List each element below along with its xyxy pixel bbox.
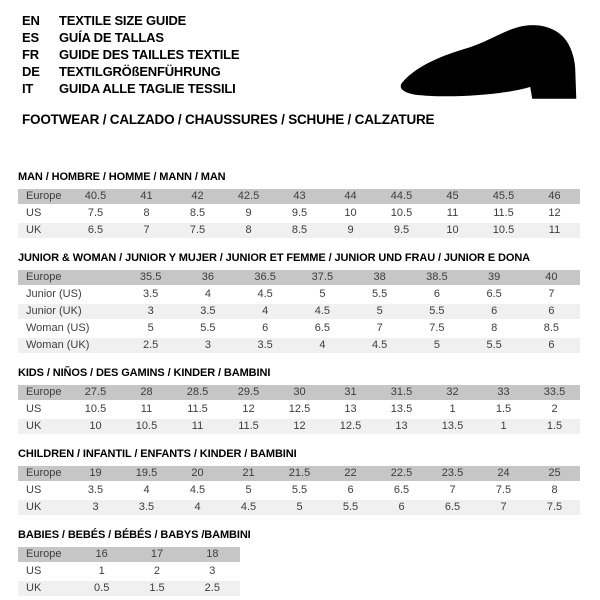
size-value: 40 <box>523 270 580 285</box>
size-value: 8.5 <box>172 206 223 221</box>
size-value: 41 <box>121 189 172 204</box>
language-code: IT <box>22 81 34 96</box>
row-label: US <box>18 483 70 498</box>
size-value: 11.5 <box>478 206 529 221</box>
size-table-children <box>18 464 580 517</box>
size-value: 8 <box>529 483 580 498</box>
size-value: 5 <box>223 483 274 498</box>
language-guide-title: GUIDE DES TAILLES TEXTILE <box>59 47 240 62</box>
size-table-section-junior-woman <box>18 252 600 355</box>
row-label: Europe <box>18 189 70 204</box>
size-value: 19.5 <box>121 466 172 481</box>
size-value: 4.5 <box>237 287 294 302</box>
size-value: 6 <box>523 304 580 319</box>
size-value: 11 <box>172 419 223 434</box>
table-row-europe <box>18 189 580 204</box>
row-label: Europe <box>18 466 70 481</box>
size-value: 10.5 <box>478 223 529 238</box>
size-value: 7 <box>427 483 478 498</box>
size-value: 5.5 <box>408 304 465 319</box>
size-value: 4.5 <box>172 483 223 498</box>
size-table-section-man <box>18 171 600 240</box>
size-value: 6.5 <box>427 500 478 515</box>
size-table-section-babies <box>18 529 600 598</box>
table-row-uk <box>18 419 580 434</box>
dress-shoe-icon <box>394 12 590 106</box>
size-value: 46 <box>529 189 580 204</box>
size-value: 12 <box>223 402 274 417</box>
size-table-junior-woman <box>18 268 580 355</box>
table-row-uk <box>18 500 580 515</box>
size-value: 11.5 <box>223 419 274 434</box>
size-value: 9.5 <box>376 223 427 238</box>
size-value: 4 <box>121 483 172 498</box>
size-value: 6.5 <box>70 223 121 238</box>
size-value: 12.5 <box>325 419 376 434</box>
size-table-kids <box>18 383 580 436</box>
size-value: 5 <box>408 338 465 353</box>
size-value: 36.5 <box>237 270 294 285</box>
language-code: ES <box>22 30 39 45</box>
size-value: 8 <box>121 206 172 221</box>
size-value: 6.5 <box>376 483 427 498</box>
size-value: 28 <box>121 385 172 400</box>
row-label: UK <box>18 500 70 515</box>
size-value: 21.5 <box>274 466 325 481</box>
size-value: 13.5 <box>376 402 427 417</box>
row-label: Junior (UK) <box>18 304 122 319</box>
table-row-junior-uk- <box>18 304 580 319</box>
size-value: 4.5 <box>351 338 408 353</box>
table-row-woman-us- <box>18 321 580 336</box>
size-value: 17 <box>129 547 184 562</box>
size-value: 27.5 <box>70 385 121 400</box>
size-value: 2.5 <box>185 581 240 596</box>
size-value: 5.5 <box>466 338 523 353</box>
size-value: 11 <box>529 223 580 238</box>
size-value: 45 <box>427 189 478 204</box>
language-guide-title: TEXTILGRÖßENFÜHRUNG <box>59 64 221 79</box>
size-value: 1 <box>74 564 129 579</box>
size-value: 6 <box>523 338 580 353</box>
row-label: Woman (UK) <box>18 338 122 353</box>
size-value: 31.5 <box>376 385 427 400</box>
size-value: 44.5 <box>376 189 427 204</box>
row-label: Europe <box>18 270 122 285</box>
size-value: 4.5 <box>223 500 274 515</box>
size-value: 7.5 <box>408 321 465 336</box>
table-row-us <box>18 483 580 498</box>
table-row-us <box>18 206 580 221</box>
size-value: 13 <box>325 402 376 417</box>
size-value: 23.5 <box>427 466 478 481</box>
size-value: 1.5 <box>129 581 184 596</box>
size-value: 33 <box>478 385 529 400</box>
size-value: 12.5 <box>274 402 325 417</box>
size-value: 32 <box>427 385 478 400</box>
size-value: 6.5 <box>466 287 523 302</box>
size-value: 1.5 <box>478 402 529 417</box>
size-value: 7 <box>121 223 172 238</box>
size-value: 7.5 <box>172 223 223 238</box>
size-value: 36 <box>179 270 236 285</box>
size-value: 2 <box>129 564 184 579</box>
size-value: 6 <box>325 483 376 498</box>
size-table-section-kids <box>18 367 600 436</box>
size-value: 18 <box>185 547 240 562</box>
size-value: 3.5 <box>121 500 172 515</box>
row-label: UK <box>18 581 74 596</box>
size-value: 5.5 <box>274 483 325 498</box>
size-value: 7.5 <box>529 500 580 515</box>
size-value: 4 <box>294 338 351 353</box>
size-value: 31 <box>325 385 376 400</box>
size-value: 11 <box>427 206 478 221</box>
section-title: MAN / HOMBRE / HOMME / MANN / MAN <box>18 171 226 183</box>
section-title: BABIES / BEBÉS / BÉBÉS / BABYS /BAMBINI <box>18 529 251 541</box>
size-value: 8 <box>466 321 523 336</box>
size-value: 9 <box>223 206 274 221</box>
size-value: 10 <box>427 223 478 238</box>
size-value: 4 <box>172 500 223 515</box>
size-table-babies <box>18 545 240 598</box>
size-value: 13.5 <box>427 419 478 434</box>
size-value: 30 <box>274 385 325 400</box>
size-value: 38 <box>351 270 408 285</box>
size-value: 10 <box>325 206 376 221</box>
size-value: 4.5 <box>294 304 351 319</box>
size-value: 3 <box>179 338 236 353</box>
size-value: 1 <box>427 402 478 417</box>
language-guide-title: GUIDA ALLE TAGLIE TESSILI <box>59 81 236 96</box>
size-value: 9.5 <box>274 206 325 221</box>
size-value: 45.5 <box>478 189 529 204</box>
row-label: US <box>18 206 70 221</box>
size-value: 11.5 <box>172 402 223 417</box>
size-value: 3 <box>70 500 121 515</box>
size-value: 0.5 <box>74 581 129 596</box>
size-table-man <box>18 187 580 240</box>
size-value: 21 <box>223 466 274 481</box>
size-value: 3 <box>122 304 179 319</box>
size-tables <box>18 127 600 598</box>
size-value: 42.5 <box>223 189 274 204</box>
size-value: 6 <box>376 500 427 515</box>
size-value: 10.5 <box>376 206 427 221</box>
size-value: 6 <box>408 287 465 302</box>
size-value: 7 <box>478 500 529 515</box>
size-value: 1 <box>478 419 529 434</box>
row-label: Europe <box>18 547 74 562</box>
table-row-uk <box>18 223 580 238</box>
row-label: UK <box>18 223 70 238</box>
size-value: 10 <box>70 419 121 434</box>
language-code: FR <box>22 47 39 62</box>
size-value: 42 <box>172 189 223 204</box>
row-label: UK <box>18 419 70 434</box>
size-value: 44 <box>325 189 376 204</box>
size-value: 6 <box>466 304 523 319</box>
section-title: CHILDREN / INFANTIL / ENFANTS / KINDER / BAMBINI <box>18 448 297 460</box>
size-value: 10.5 <box>70 402 121 417</box>
size-value: 2.5 <box>122 338 179 353</box>
size-value: 3.5 <box>122 287 179 302</box>
size-value: 10.5 <box>121 419 172 434</box>
size-value: 16 <box>74 547 129 562</box>
table-row-europe <box>18 385 580 400</box>
size-value: 12 <box>274 419 325 434</box>
size-value: 24 <box>478 466 529 481</box>
size-value: 6.5 <box>294 321 351 336</box>
size-value: 5 <box>122 321 179 336</box>
table-row-europe <box>18 466 580 481</box>
size-table-section-children <box>18 448 600 517</box>
section-title: JUNIOR & WOMAN / JUNIOR Y MUJER / JUNIOR ET FEMME / JUNIOR UND FRAU / JUNIOR E DONA <box>18 252 531 264</box>
size-value: 3.5 <box>179 304 236 319</box>
row-label: Woman (US) <box>18 321 122 336</box>
row-label: US <box>18 564 74 579</box>
size-value: 4 <box>237 304 294 319</box>
size-value: 20 <box>172 466 223 481</box>
table-row-junior-us- <box>18 287 580 302</box>
row-label: US <box>18 402 70 417</box>
table-row-us <box>18 564 240 579</box>
language-guide-title: TEXTILE SIZE GUIDE <box>59 13 187 28</box>
language-code: DE <box>22 64 40 79</box>
language-guide-title: GUÍA DE TALLAS <box>59 30 164 45</box>
size-value: 12 <box>529 206 580 221</box>
table-row-uk <box>18 581 240 596</box>
size-value: 5.5 <box>325 500 376 515</box>
size-value: 35.5 <box>122 270 179 285</box>
size-value: 28.5 <box>172 385 223 400</box>
size-value: 29.5 <box>223 385 274 400</box>
size-value: 1.5 <box>529 419 580 434</box>
size-value: 5 <box>294 287 351 302</box>
row-label: Europe <box>18 385 70 400</box>
size-value: 5 <box>351 304 408 319</box>
size-value: 8.5 <box>523 321 580 336</box>
table-row-woman-uk- <box>18 338 580 353</box>
size-value: 43 <box>274 189 325 204</box>
size-value: 5 <box>274 500 325 515</box>
size-value: 13 <box>376 419 427 434</box>
size-value: 7 <box>523 287 580 302</box>
size-value: 3 <box>185 564 240 579</box>
table-row-europe <box>18 547 240 562</box>
table-row-us <box>18 402 580 417</box>
size-value: 3.5 <box>237 338 294 353</box>
size-value: 8 <box>223 223 274 238</box>
size-value: 38.5 <box>408 270 465 285</box>
size-value: 7 <box>351 321 408 336</box>
row-label: Junior (US) <box>18 287 122 302</box>
size-value: 22.5 <box>376 466 427 481</box>
size-value: 6 <box>237 321 294 336</box>
size-value: 3.5 <box>70 483 121 498</box>
size-value: 19 <box>70 466 121 481</box>
language-code: EN <box>22 13 40 28</box>
size-value: 2 <box>529 402 580 417</box>
size-value: 11 <box>121 402 172 417</box>
size-value: 5.5 <box>351 287 408 302</box>
size-value: 39 <box>466 270 523 285</box>
size-value: 8.5 <box>274 223 325 238</box>
size-value: 7.5 <box>70 206 121 221</box>
size-value: 22 <box>325 466 376 481</box>
size-value: 4 <box>179 287 236 302</box>
size-value: 5.5 <box>179 321 236 336</box>
header <box>0 0 600 127</box>
size-value: 33.5 <box>529 385 580 400</box>
size-value: 7.5 <box>478 483 529 498</box>
size-value: 25 <box>529 466 580 481</box>
size-value: 37.5 <box>294 270 351 285</box>
size-value: 40.5 <box>70 189 121 204</box>
section-title: KIDS / NIÑOS / DES GAMINS / KINDER / BAMBINI <box>18 367 271 379</box>
size-value: 9 <box>325 223 376 238</box>
table-row-europe <box>18 270 580 285</box>
category-heading: FOOTWEAR / CALZADO / CHAUSSURES / SCHUHE / CALZATURE <box>22 112 435 127</box>
